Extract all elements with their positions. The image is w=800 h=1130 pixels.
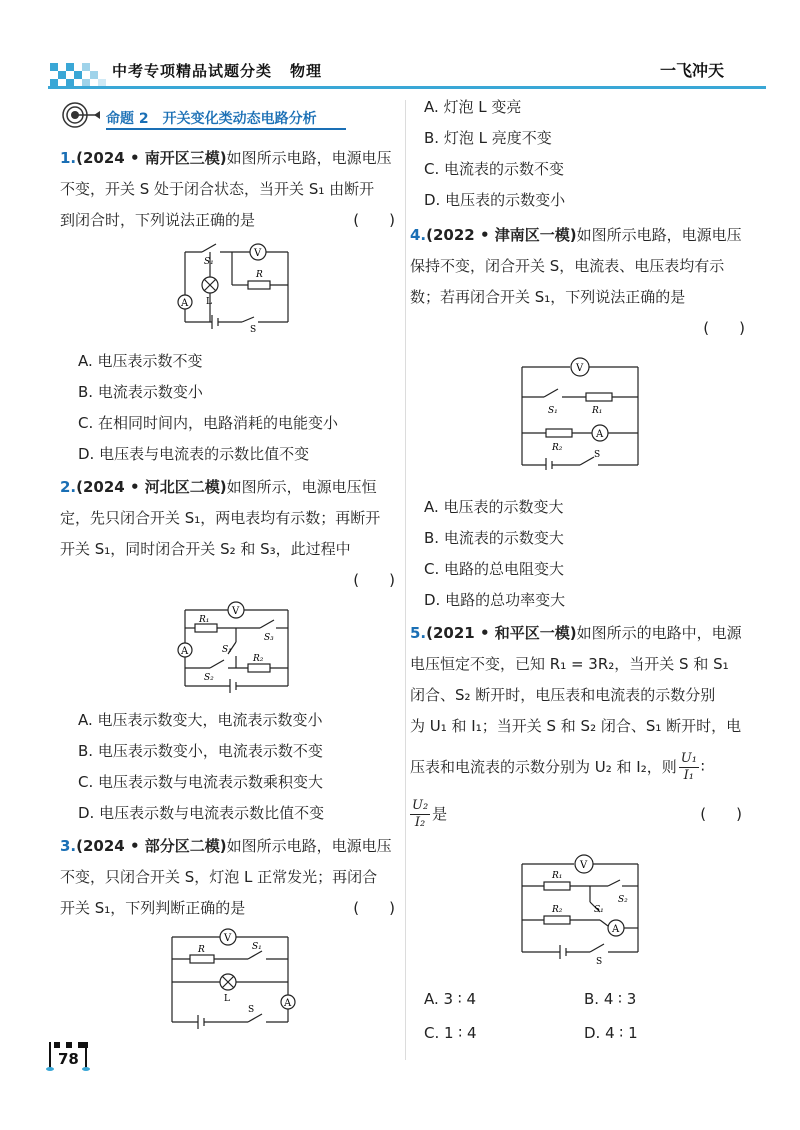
svg-text:S₁: S₁ xyxy=(594,905,604,915)
svg-text:R₂: R₂ xyxy=(552,443,563,453)
svg-text:S₃: S₃ xyxy=(264,633,274,643)
svg-text:S₁: S₁ xyxy=(222,645,232,655)
answer-blank: ( ) xyxy=(700,804,742,823)
svg-text:A: A xyxy=(596,429,604,440)
svg-text:S₁: S₁ xyxy=(548,406,558,416)
ammeter-label: A xyxy=(181,298,189,309)
options-3: A. 灯泡 L 变亮 B. 灯泡 L 亮度不变 C. 电流表的示数不变 D. 电压表的示数变小 xyxy=(424,98,566,209)
voltmeter-label: V xyxy=(254,248,262,259)
answer-blank: ( ) xyxy=(353,211,395,229)
svg-text:R: R xyxy=(198,945,205,955)
options-1 xyxy=(78,346,338,470)
option-d: D. 电压表与电流表的示数比值不变 xyxy=(78,445,310,463)
svg-text:R₁: R₁ xyxy=(199,615,210,625)
question-number: 1. xyxy=(60,149,77,167)
question-1: 1.(2024 • 南开区三模)如图所示电路，电源电压 不变，开关 S 处于闭合状态，当开关 S₁ 由断开 到闭合时，下列说法正确的是 ( ) xyxy=(60,143,395,236)
switch-s-label: S xyxy=(250,325,257,332)
checkered-flag-icon xyxy=(50,55,106,87)
answer-blank: ( ) xyxy=(353,899,395,917)
question-source: (2024 • 南开区三模) xyxy=(76,149,227,167)
svg-text:A: A xyxy=(612,924,620,935)
circuit-diagram-2 xyxy=(170,598,300,695)
answer-blank: ( ) xyxy=(703,319,745,337)
svg-text:V: V xyxy=(232,606,240,617)
series-title: 中考专项精品试题分类 xyxy=(112,62,273,80)
options-4: A. 电压表的示数变大 B. 电流表的示数变大 C. 电路的总电阻变大 D. 电路的总功率变大 xyxy=(424,498,566,609)
svg-text:V: V xyxy=(576,363,584,374)
question-3: 3.(2024 • 部分区二模)如图所示电路，电源电压 不变，只闭合开关 S，灯泡 L 正常发光；再闭合 开关 S₁，下列判断正确的是 ( ) xyxy=(60,831,395,924)
page-number: 78 xyxy=(58,1050,79,1068)
subject-label: 物理 xyxy=(290,62,323,80)
svg-text:L: L xyxy=(224,994,230,1004)
header-rule xyxy=(48,86,766,89)
option-c: C. 在相同时间内，电路消耗的电能变小 xyxy=(78,414,339,432)
question-5: 5.(2021 • 和平区一模)如图所示的电路中，电源 电压恒定不变，已知 R₁ = 3R₂，当开关 S 和 S₁ 闭合、S₂ 断开时，电压表和电流表的示数分别 为 U₁ 和 I₁；当开关 S 和 S₂ 闭合、S₁ 断开时，电 压表和电流表的示数分别为 U₂ 和 I₂，则 U₁ I₁ ∶ U₂ I₂ 是 ( ) xyxy=(410,624,742,830)
circuit-diagram-4 xyxy=(510,355,650,470)
svg-text:V: V xyxy=(224,933,232,944)
target-icon xyxy=(62,100,102,134)
svg-text:A: A xyxy=(181,646,189,657)
svg-text:R₂: R₂ xyxy=(253,654,264,664)
fraction-u2-i2: U₂ I₂ xyxy=(412,797,429,830)
circuit-diagram-1 xyxy=(170,237,300,332)
resistor-r-label: R xyxy=(256,270,263,280)
option-b: B. 电流表示数变小 xyxy=(78,383,203,401)
topic-heading: 命题 2 开关变化类动态电路分析 xyxy=(106,111,317,127)
switch-s1-label: S₁ xyxy=(204,257,214,267)
circuit-diagram-5 xyxy=(510,852,650,964)
column-divider xyxy=(405,100,406,1060)
header-series-title xyxy=(112,60,322,81)
lamp-label: L xyxy=(206,297,212,307)
svg-text:R₁: R₁ xyxy=(552,871,563,881)
fraction-u1-i1: U₁ I₁ xyxy=(680,750,697,783)
question-4: 4.(2022 • 津南区一模)如图所示电路，电源电压 保持不变，闭合开关 S，电流表、电压表均有示 数；若再闭合开关 S₁，下列说法正确的是 ( ) xyxy=(410,226,745,337)
svg-text:S: S xyxy=(248,1005,255,1015)
svg-text:V: V xyxy=(580,860,588,871)
svg-text:S: S xyxy=(596,957,603,964)
header-logo xyxy=(50,55,106,87)
svg-text:R₂: R₂ xyxy=(552,905,563,915)
answer-blank: ( ) xyxy=(353,571,395,589)
svg-text:S₂: S₂ xyxy=(618,895,628,905)
header-brand: 一飞冲天 xyxy=(660,61,725,80)
svg-text:S: S xyxy=(594,450,601,460)
options-2: A. 电压表示数变大，电流表示数变小 B. 电压表示数变小，电流表示数不变 C. 电压表示数与电流表示数乘积变大 D. 电压表示数与电流表示数比值不变 xyxy=(78,711,325,822)
question-2: 2.(2024 • 河北区二模)如图所示，电源电压恒 定，先只闭合开关 S₁，两电表均有示数；再断开 开关 S₁，同时闭合开关 S₂ 和 S₃，此过程中 ( ) xyxy=(60,478,395,589)
topic-underline xyxy=(106,128,346,130)
svg-text:S₁: S₁ xyxy=(252,942,262,952)
options-5: A. 3 ∶ 4 B. 4 ∶ 3 C. 1 ∶ 4 D. 4 ∶ 1 xyxy=(424,990,638,1042)
svg-text:R₁: R₁ xyxy=(592,406,603,416)
circuit-diagram-3 xyxy=(160,927,300,1031)
option-a: A. 电压表示数不变 xyxy=(78,352,203,370)
svg-text:A: A xyxy=(284,998,292,1009)
svg-text:S₂: S₂ xyxy=(204,673,214,683)
